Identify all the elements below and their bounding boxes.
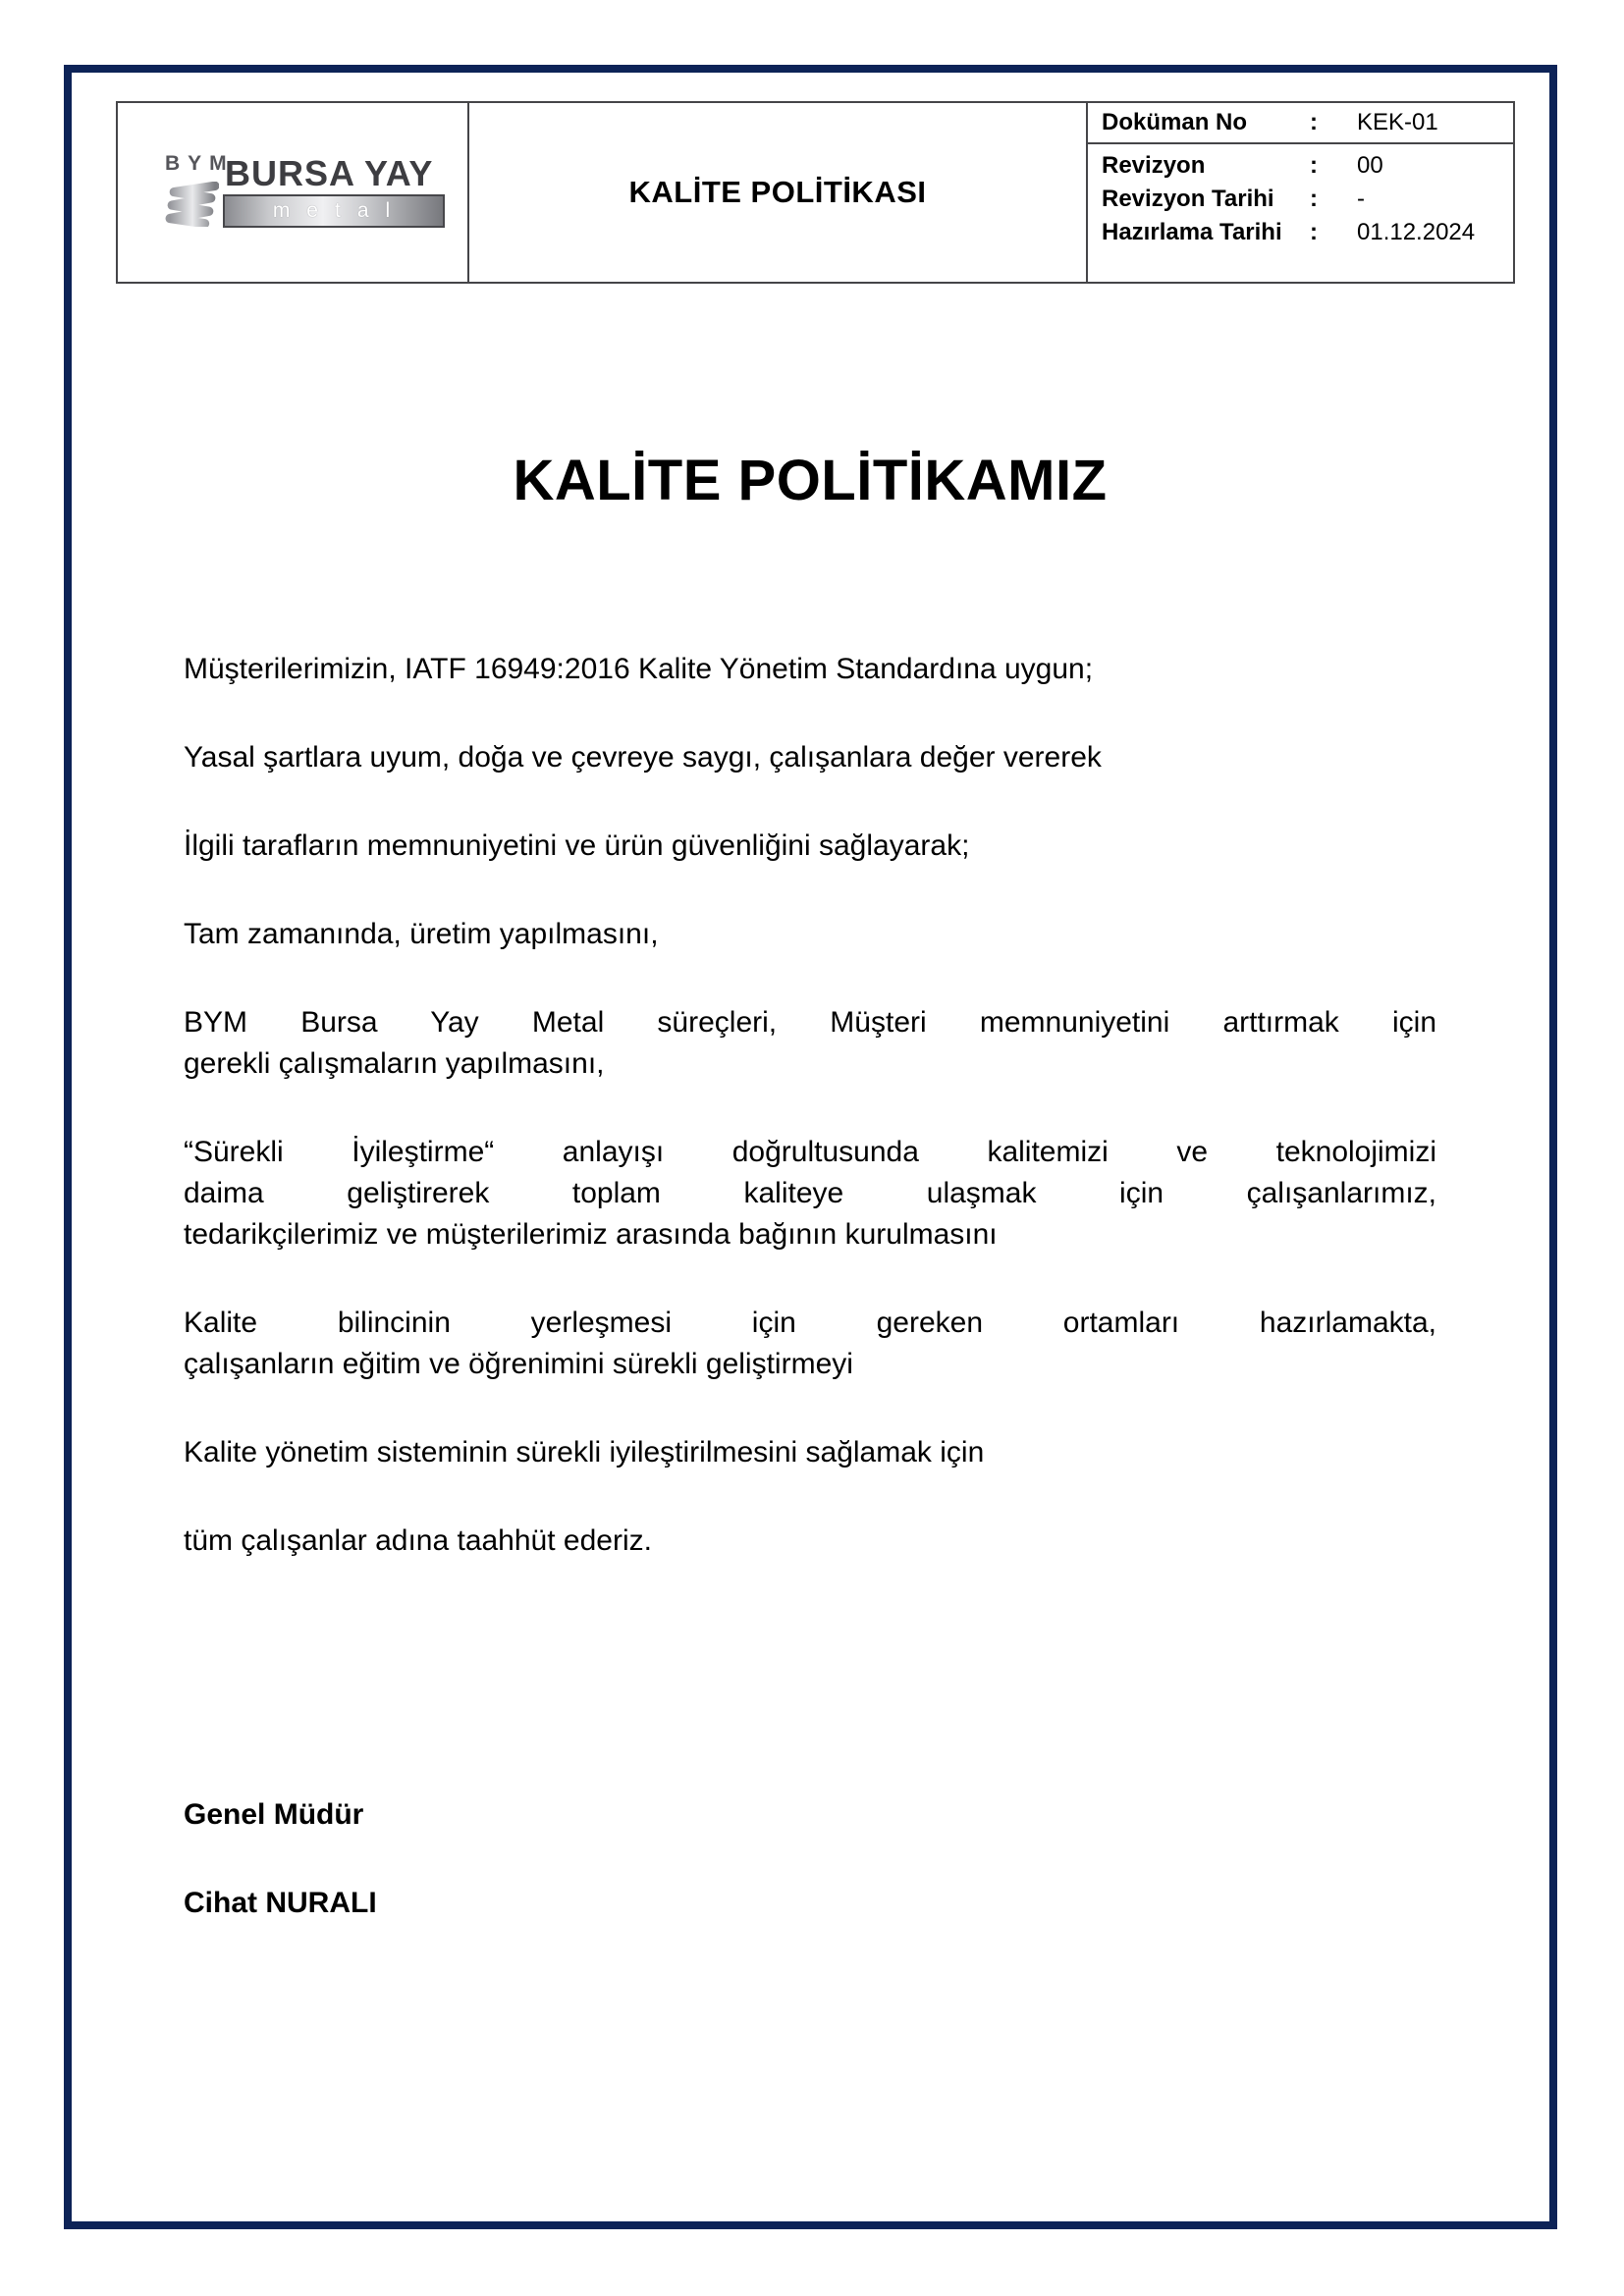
info-value: KEK-01 [1357,109,1438,135]
paragraph-line: çalışanların eğitim ve öğrenimini sürekli geliştirmeyi [184,1348,853,1380]
page-title: KALİTE POLİTİKAMIZ [513,449,1108,512]
info-sep: : [1310,152,1318,179]
doc-info-row [1088,149,1513,183]
doc-info-row [1088,106,1513,139]
info-sep: : [1310,219,1318,245]
policy-paragraph [184,914,1436,955]
signature-name: Cihat NURALI [184,1887,377,1919]
signature-block [184,1794,377,1924]
signature-role: Genel Müdür [184,1798,364,1831]
policy-paragraphs [184,649,1436,1609]
info-label: Hazırlama Tarihi [1102,219,1282,245]
doc-info-rows [1088,144,1513,282]
info-label: Revizyon [1102,152,1206,179]
company-logo [161,152,456,260]
paragraph-line: BYM Bursa Yay Metal süreçleri, Müşteri memnuniyetini arttırmak için [184,1006,1436,1039]
policy-paragraph [184,649,1436,690]
paragraph-line: daima geliştirerek toplam kaliteye ulaşmak için çalışanlarımız, [184,1177,1436,1209]
logo-acronym-text: BYM [165,152,235,175]
info-sep: : [1310,186,1318,212]
paragraph-line: Tam zamanında, üretim yapılmasını, [184,918,659,950]
paragraph-line: tedarikçilerimiz ve müşterilerimiz arasında bağının kurulmasını [184,1218,998,1251]
policy-paragraph [184,1132,1436,1255]
paragraph-line: gerekli çalışmaların yapılmasını, [184,1047,605,1080]
info-value: 01.12.2024 [1357,219,1476,245]
policy-paragraph [184,1521,1436,1562]
doc-info-row [1088,216,1513,249]
logo-metal-bar [223,194,445,228]
page-border-frame [64,65,1557,2229]
paragraph-line: Kalite yönetim sisteminin sürekli iyileştirilmesini sağlamak için [184,1436,985,1468]
doc-info-row-first [1088,103,1513,144]
paragraph-line: Kalite bilincinin yerleşmesi için gereken ortamları hazırlamakta, [184,1307,1436,1339]
info-value: - [1357,186,1365,212]
info-value: 00 [1357,152,1383,179]
paragraph-line: “Sürekli İyileştirme“ anlayışı doğrultusunda kalitemizi ve teknolojimizi [184,1136,1436,1168]
logo-cell [118,103,469,282]
doc-info-cell [1088,103,1513,282]
paragraph-line: Müşterilerimizin, IATF 16949:2016 Kalite Yönetim Standardına uygun; [184,653,1094,685]
logo-company-name: BURSA YAY [225,153,434,193]
info-label: Revizyon Tarihi [1102,186,1274,212]
policy-paragraph [184,1432,1436,1473]
policy-paragraph [184,1002,1436,1085]
logo-sub-label: metal [272,199,407,222]
paragraph-line: tüm çalışanlar adına taahhüt ederiz. [184,1524,652,1557]
paragraph-line: Yasal şartlara uyum, doğa ve çevreye saygı, çalışanlara değer vererek [184,741,1102,774]
info-sep: : [1310,109,1318,135]
document-title: KALİTE POLİTİKASI [469,103,1088,282]
doc-info-row [1088,183,1513,216]
paragraph-line: İlgili tarafların memnuniyetini ve ürün güvenliğini sağlayarak; [184,829,970,862]
info-label: Doküman No [1102,109,1248,135]
spring-icon [164,182,219,227]
policy-paragraph [184,826,1436,867]
policy-paragraph [184,1303,1436,1385]
document-header-table [116,101,1515,284]
policy-paragraph [184,737,1436,778]
